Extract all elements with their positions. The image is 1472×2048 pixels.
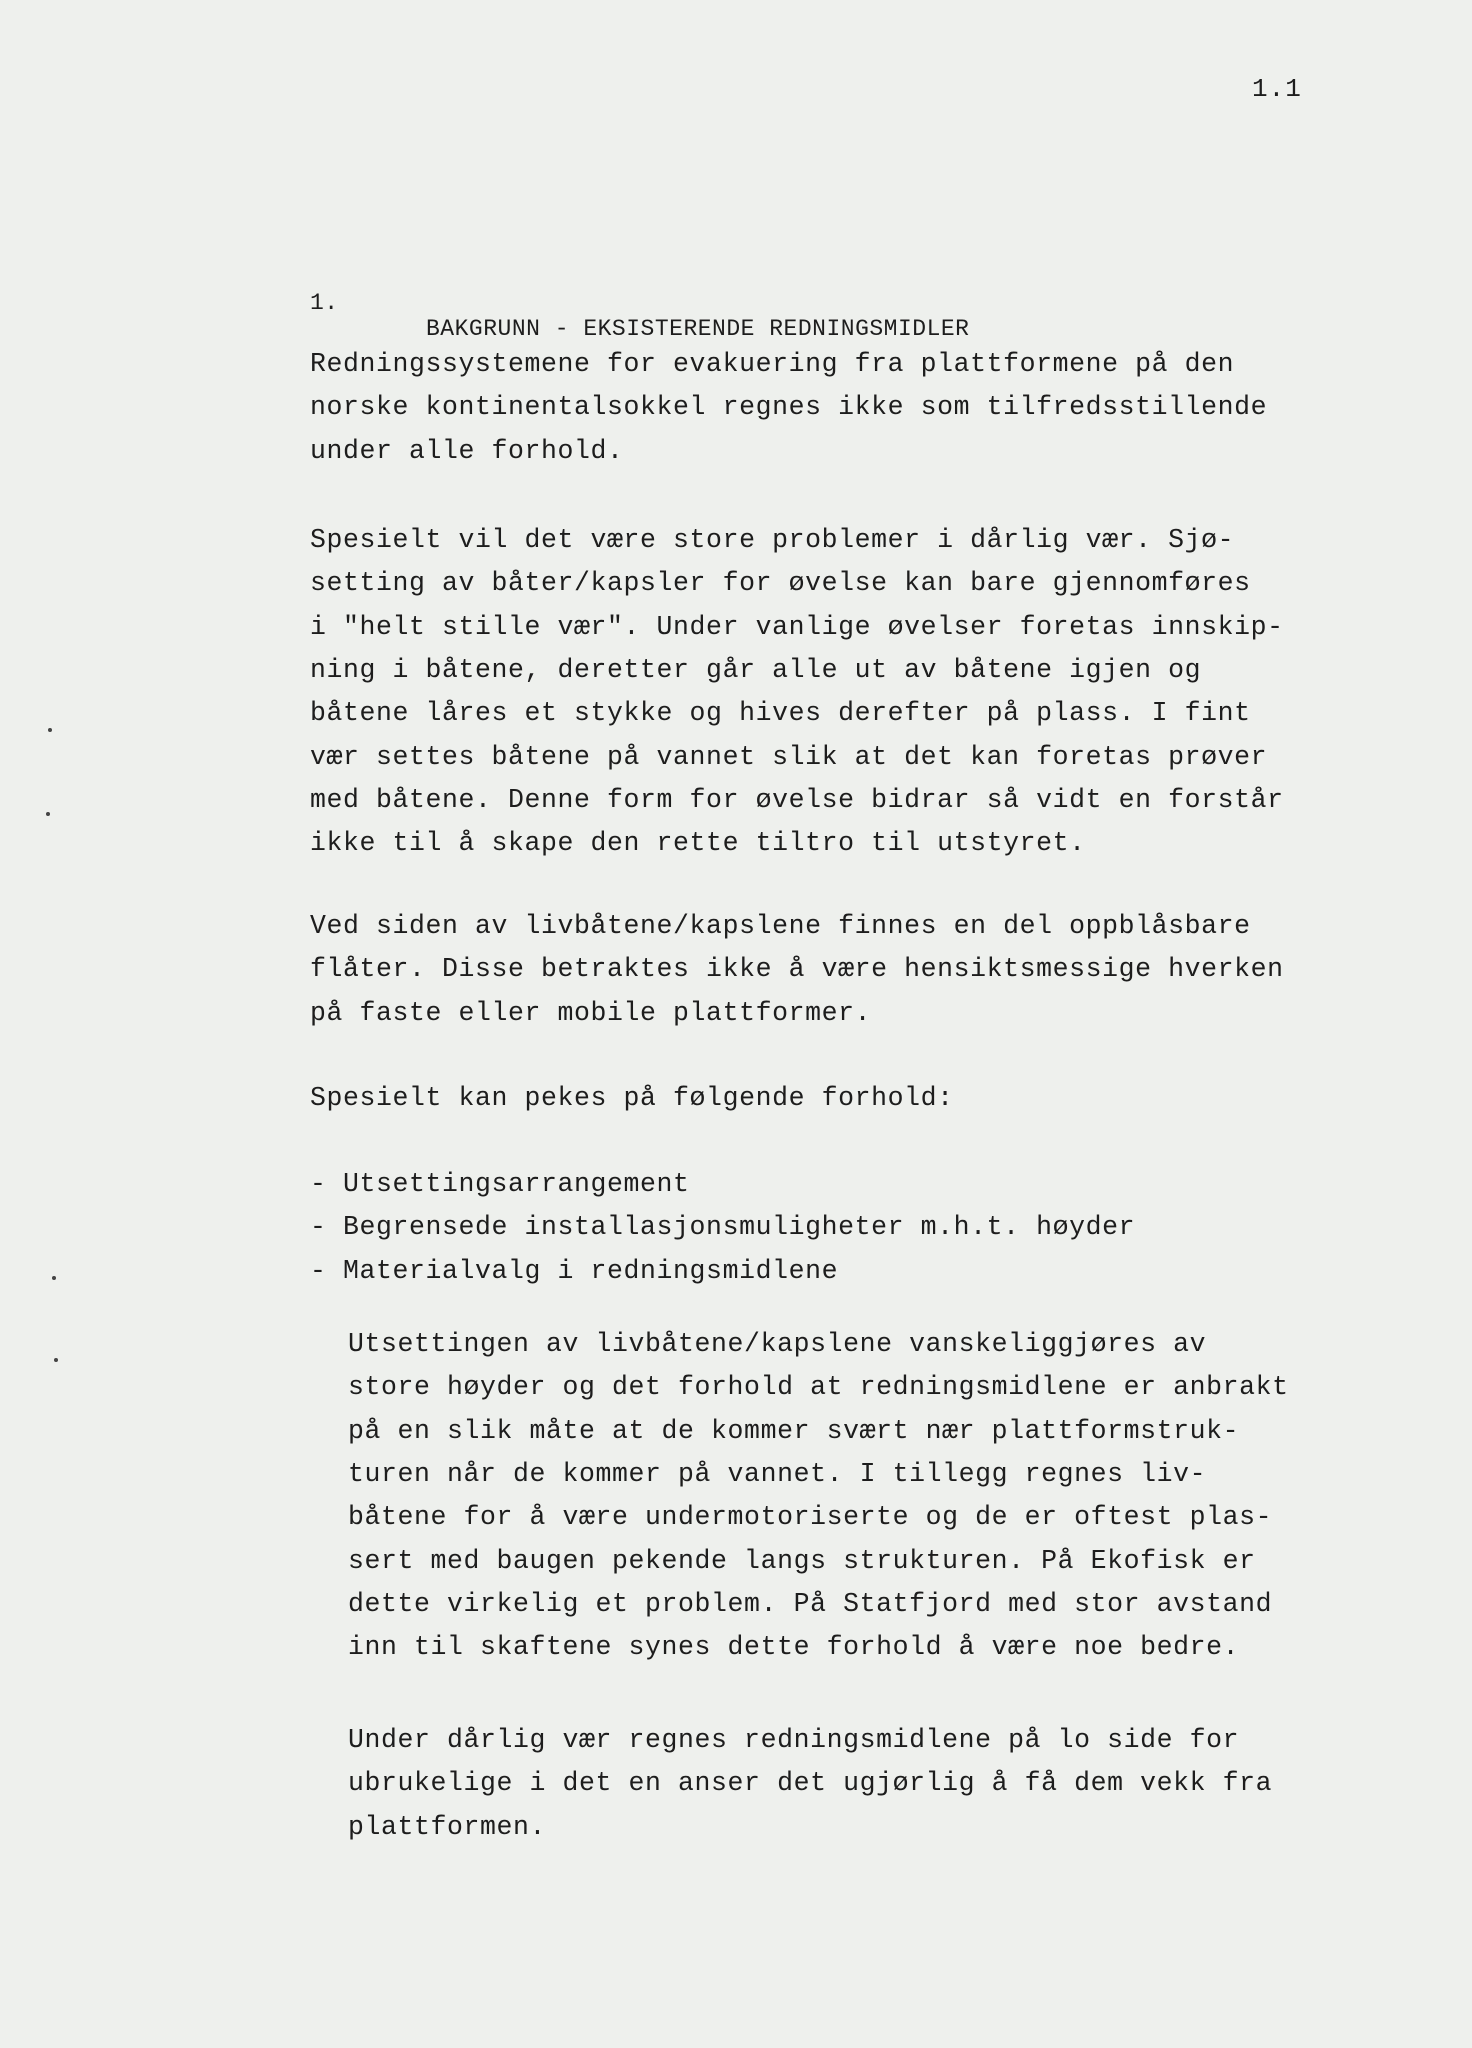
section-number: 1. [310, 290, 339, 316]
scan-speck [46, 812, 50, 816]
text-line: vær settes båtene på vannet slik at det kan foretas prøver [310, 741, 1268, 772]
text-line: Spesielt kan pekes på følgende forhold: [310, 1083, 954, 1113]
text-line: dette virkelig et problem. På Statfjord med stor avstand [348, 1588, 1273, 1619]
text-line: norske kontinentalsokkel regnes ikke som tilfredsstillende [310, 392, 1268, 423]
text-line: ubrukelige i det en anser det ugjørlig å få dem vekk fra [348, 1768, 1273, 1799]
text-line: Utsettingen av livbåtene/kapslene vanskeliggjøres av [348, 1329, 1207, 1359]
text-line: på faste eller mobile plattformer. [310, 997, 872, 1028]
text-line: Under dårlig vær regnes redningsmidlene på lo side for [348, 1725, 1240, 1755]
text-line: flåter. Disse betraktes ikke å være hensiktsmessige hverken [310, 954, 1284, 985]
text-line: båtene for å være undermotoriserte og de er oftest plas- [348, 1502, 1273, 1533]
text-line: turen når de kommer på vannet. I tillegg regnes liv- [348, 1458, 1207, 1489]
text-line: - Begrensede installasjonsmuligheter m.h.t. høyder [310, 1212, 1136, 1243]
scan-speck [52, 1276, 56, 1280]
text-line: ikke til å skape den rette tiltro til utstyret. [310, 828, 1086, 859]
text-line: Spesielt vil det være store problemer i dårlig vær. Sjø- [310, 525, 1235, 555]
text-line: plattformen. [348, 1811, 547, 1842]
text-line: ning i båtene, deretter går alle ut av båtene igjen og [310, 654, 1202, 685]
text-line: i "helt stille vær". Under vanlige øvelser foretas innskip- [310, 611, 1284, 642]
text-line: setting av båter/kapsler for øvelse kan bare gjennomføres [310, 568, 1251, 599]
text-line: med båtene. Denne form for øvelse bidrar så vidt en forstår [310, 784, 1284, 815]
text-line: inn til skaftene synes dette forhold å være noe bedre. [348, 1632, 1240, 1663]
page-number: 1.1 [1252, 74, 1302, 104]
text-line: - Utsettingsarrangement [310, 1169, 690, 1199]
text-line: på en slik måte at de kommer svært nær plattformstruk- [348, 1415, 1240, 1446]
text-line: sert med baugen pekende langs strukturen. På Ekofisk er [348, 1545, 1256, 1576]
section-title: BAKGRUNN - EKSISTERENDE REDNINGSMIDLER [426, 316, 970, 342]
text-line: under alle forhold. [310, 435, 624, 466]
text-line: - Materialvalg i redningsmidlene [310, 1255, 839, 1286]
text-line: båtene låres et stykke og hives derefter på plass. I fint [310, 698, 1251, 729]
scan-speck [48, 728, 52, 732]
text-line: Redningssystemene for evakuering fra plattformene på den [310, 349, 1235, 379]
text-line: store høyder og det forhold at redningsmidlene er anbrakt [348, 1372, 1289, 1403]
text-line: Ved siden av livbåtene/kapslene finnes en del oppblåsbare [310, 911, 1251, 941]
scan-speck [54, 1358, 58, 1362]
